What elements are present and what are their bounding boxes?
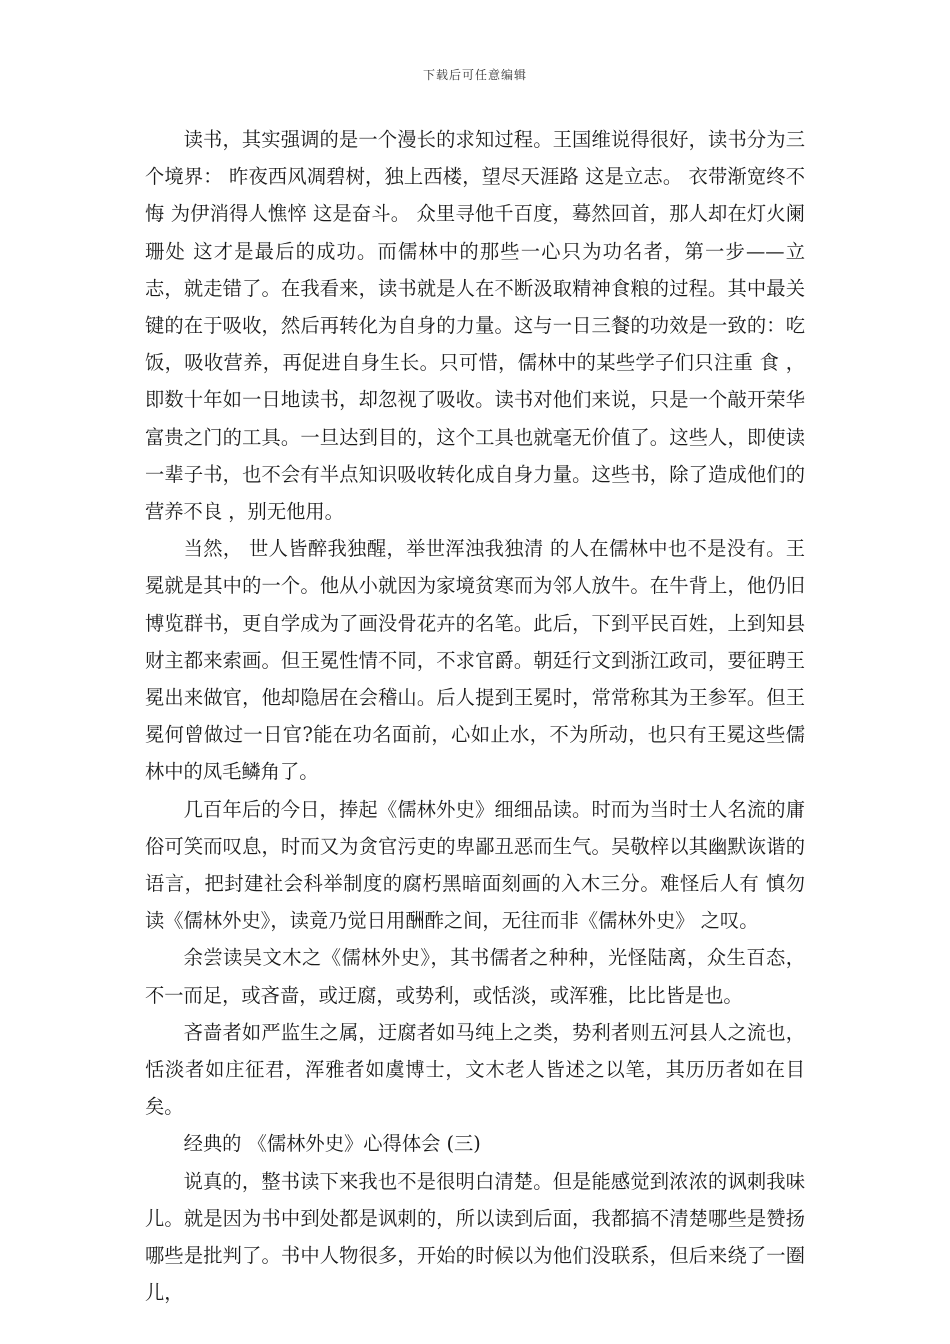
paragraph-reading-stages: 读书，其实强调的是一个漫长的求知过程。王国维说得很好，读书分为三个境界： 昨夜西风凋碧树，独上西楼，望尽天涯路 这是立志。 衣带渐宽终不悔 为伊消得人憔悴 这是奋斗。 众里寻他千百度，蓦然回首，那人却在灯火阑珊处 这才是最后的成功。而儒林中的那些一心只为功名者，第一步——立志，就走错了。在我看来，读书就是人在不断汲取精神食粮的过程。其中最关键的在于吸收，然后再转化为自身的力量。这与一日三餐的功效是一致的：吃饭，吸收营养，再促进自身生长。只可惜，儒林中的某些学子们只注重 食 ，即数十年如一日地读书，却忽视了吸收。读书对他们来说，只是一个敲开荣华富贵之门的工具。一旦达到目的，这个工具也就毫无价值了。这些人，即使读一辈子书，也不会有半点知识吸收转化成自身力量。这些书，除了造成他们的 营养不良 ，别无他用。 bbox=[145, 128, 805, 524]
paragraph-character-types: 吝啬者如严监生之属，迂腐者如马纯上之类，势利者则五河县人之流也，恬淡者如庄征君，浑雅者如虞博士，文木老人皆述之以笔，其历历者如在目矣。 bbox=[145, 1020, 805, 1119]
paragraph-reading-today: 几百年后的今日，捧起《儒林外史》细细品读。时而为当时士人名流的庸俗可笑而叹息，时而又为贪官污吏的卑鄙丑恶而生气。吴敬梓以其幽默诙谐的语言，把封建社会科举制度的腐朽黑暗面刻画的入木三分。难怪后人有 慎勿读《儒林外史》，读竟乃觉日用酬酢之间，无往而非《儒林外史》 之叹。 bbox=[145, 797, 805, 933]
paragraph-section-three: 说真的，整书读下来我也不是很明白清楚。但是能感觉到浓浓的讽刺我味儿。就是因为书中到处都是讽刺的，所以读到后面，我都搞不清楚哪些是赞扬哪些是批判了。书中人物很多，开始的时候以为他们没联系，但后来绕了一圈儿， bbox=[145, 1169, 805, 1305]
document-body bbox=[145, 121, 805, 1312]
page-header: 下载后可任意编辑 bbox=[422, 68, 527, 82]
section-heading: 经典的 《儒林外史》心得体会 (三) bbox=[183, 1132, 481, 1156]
paragraph-classical-review: 余尝读吴文木之《儒林外史》，其书儒者之种种，光怪陆离，众生百态，不一而足，或吝啬，或迂腐，或势利，或恬淡，或浑雅，比比皆是也。 bbox=[145, 946, 805, 1007]
paragraph-wang-mian: 当然， 世人皆醉我独醒，举世浑浊我独清 的人在儒林中也不是没有。王冕就是其中的一个。他从小就因为家境贫寒而为邻人放牛。在牛背上，他仍旧博览群书，更自学成为了画没骨花卉的名笔。此后，下到平民百姓，上到知县财主都来索画。但王冕性情不同，不求官爵。朝廷行文到浙江政司，要征聘王冕出来做官，他却隐居在会稽山。后人提到王冕时，常常称其为王参军。但王冕何曾做过一日官?能在功名面前，心如止水，不为所动，也只有王冕这些儒林中的凤毛鳞角了。 bbox=[145, 537, 805, 784]
